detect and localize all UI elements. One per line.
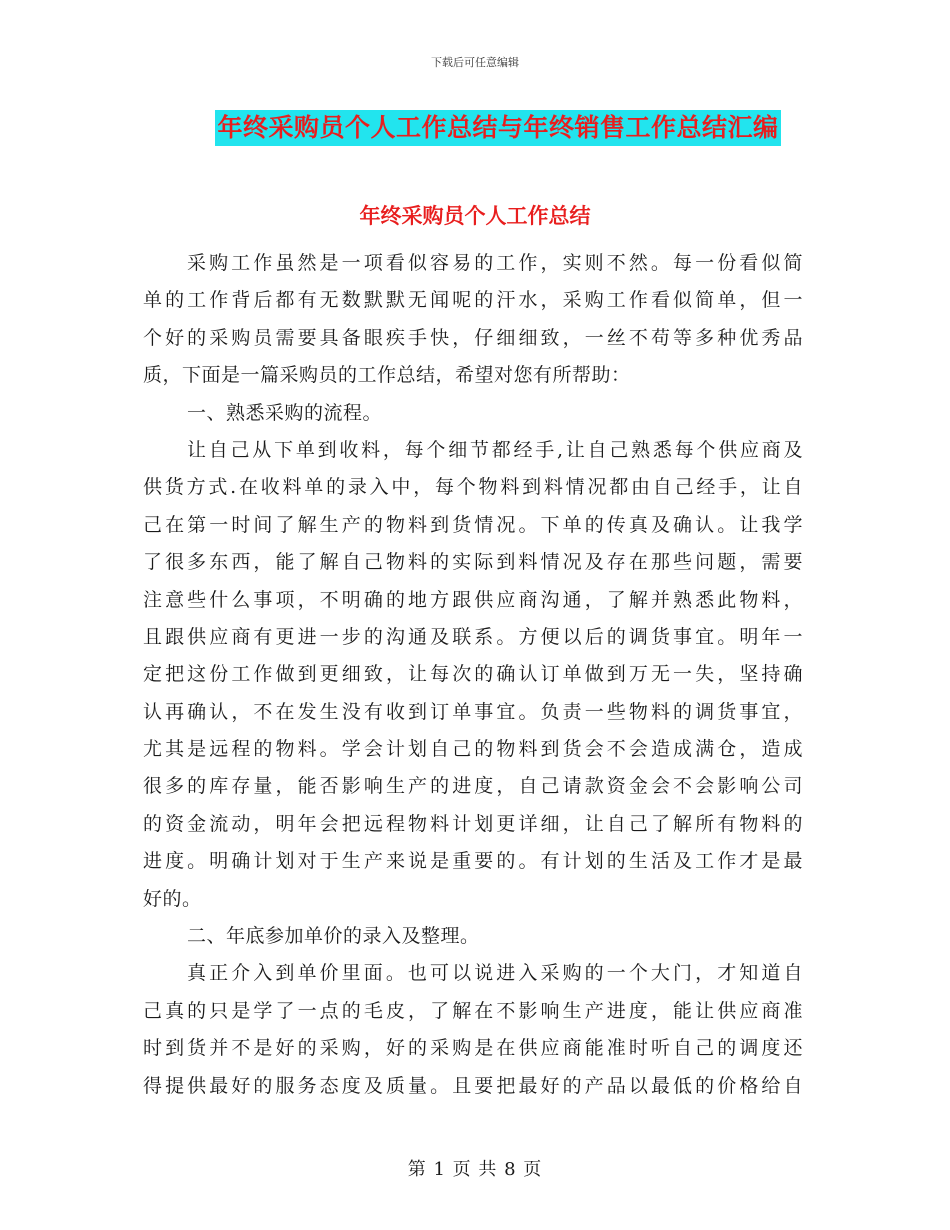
text-line: 质，下面是一篇采购员的工作总结，希望对您有所帮助： — [143, 364, 631, 387]
text-line: 让自己从下单到收料，每个细节都经手,让自己熟悉每个供应商及 — [187, 438, 803, 461]
text-line: 供货方式.在收料单的录入中，每个物料到料情况都由自己经手，让自 — [143, 476, 803, 499]
text-line: 得提供最好的服务态度及质量。且要把最好的产品以最低的价格给自 — [143, 1074, 803, 1097]
text-line: 二、年底参加单价的录入及整理。 — [187, 925, 480, 948]
text-line: 进度。明确计划对于生产来说是重要的。有计划的生活及工作才是最 — [143, 850, 803, 873]
text-line: 很多的库存量，能否影响生产的进度，自己请款资金会不会影响公司 — [143, 775, 803, 798]
section-title: 年终采购员个人工作总结 — [359, 204, 591, 228]
text-line: 一、熟悉采购的流程。 — [187, 401, 383, 424]
text-line: 了很多东西，能了解自己物料的实际到料情况及存在那些问题，需要 — [143, 551, 803, 574]
header-note: 下载后可任意编辑 — [431, 56, 519, 69]
text-line: 好的。 — [143, 887, 202, 910]
text-line: 注意些什么事项，不明确的地方跟供应商沟通，了解并熟悉此物料， — [143, 588, 803, 611]
text-line: 尤其是远程的物料。学会计划自己的物料到货会不会造成满仓，造成 — [143, 738, 803, 761]
page-footer: 第 1 页 共 8 页 — [407, 1159, 543, 1180]
text-line: 己真的只是学了一点的毛皮，了解在不影响生产进度，能让供应商准 — [143, 999, 803, 1022]
text-line: 单的工作背后都有无数默默无闻呢的汗水，采购工作看似简单，但一 — [143, 289, 803, 312]
main-title: 年终采购员个人工作总结与年终销售工作总结汇编 — [215, 110, 780, 146]
text-line: 真正介入到单价里面。也可以说进入采购的一个大门，才知道自 — [187, 962, 803, 985]
text-line: 定把这份工作做到更细致，让每次的确认订单做到万无一失，坚持确 — [143, 663, 803, 686]
body-text — [143, 245, 803, 1105]
text-line: 且跟供应商有更进一步的沟通及联系。方便以后的调货事宜。明年一 — [143, 625, 803, 648]
text-line: 己在第一时间了解生产的物料到货情况。下单的传真及确认。让我学 — [143, 513, 803, 536]
text-line: 的资金流动，明年会把远程物料计划更详细，让自己了解所有物料的 — [143, 812, 803, 835]
main-title-container — [0, 110, 950, 146]
text-line: 时到货并不是好的采购，好的采购是在供应商能准时听自己的调度还 — [143, 1037, 803, 1060]
text-line: 采购工作虽然是一项看似容易的工作，实则不然。每一份看似简 — [187, 252, 803, 274]
text-line: 认再确认，不在发生没有收到订单事宜。负责一些物料的调货事宜， — [143, 700, 803, 723]
text-line: 个好的采购员需要具备眼疾手快，仔细细致，一丝不苟等多种优秀品 — [143, 326, 803, 349]
